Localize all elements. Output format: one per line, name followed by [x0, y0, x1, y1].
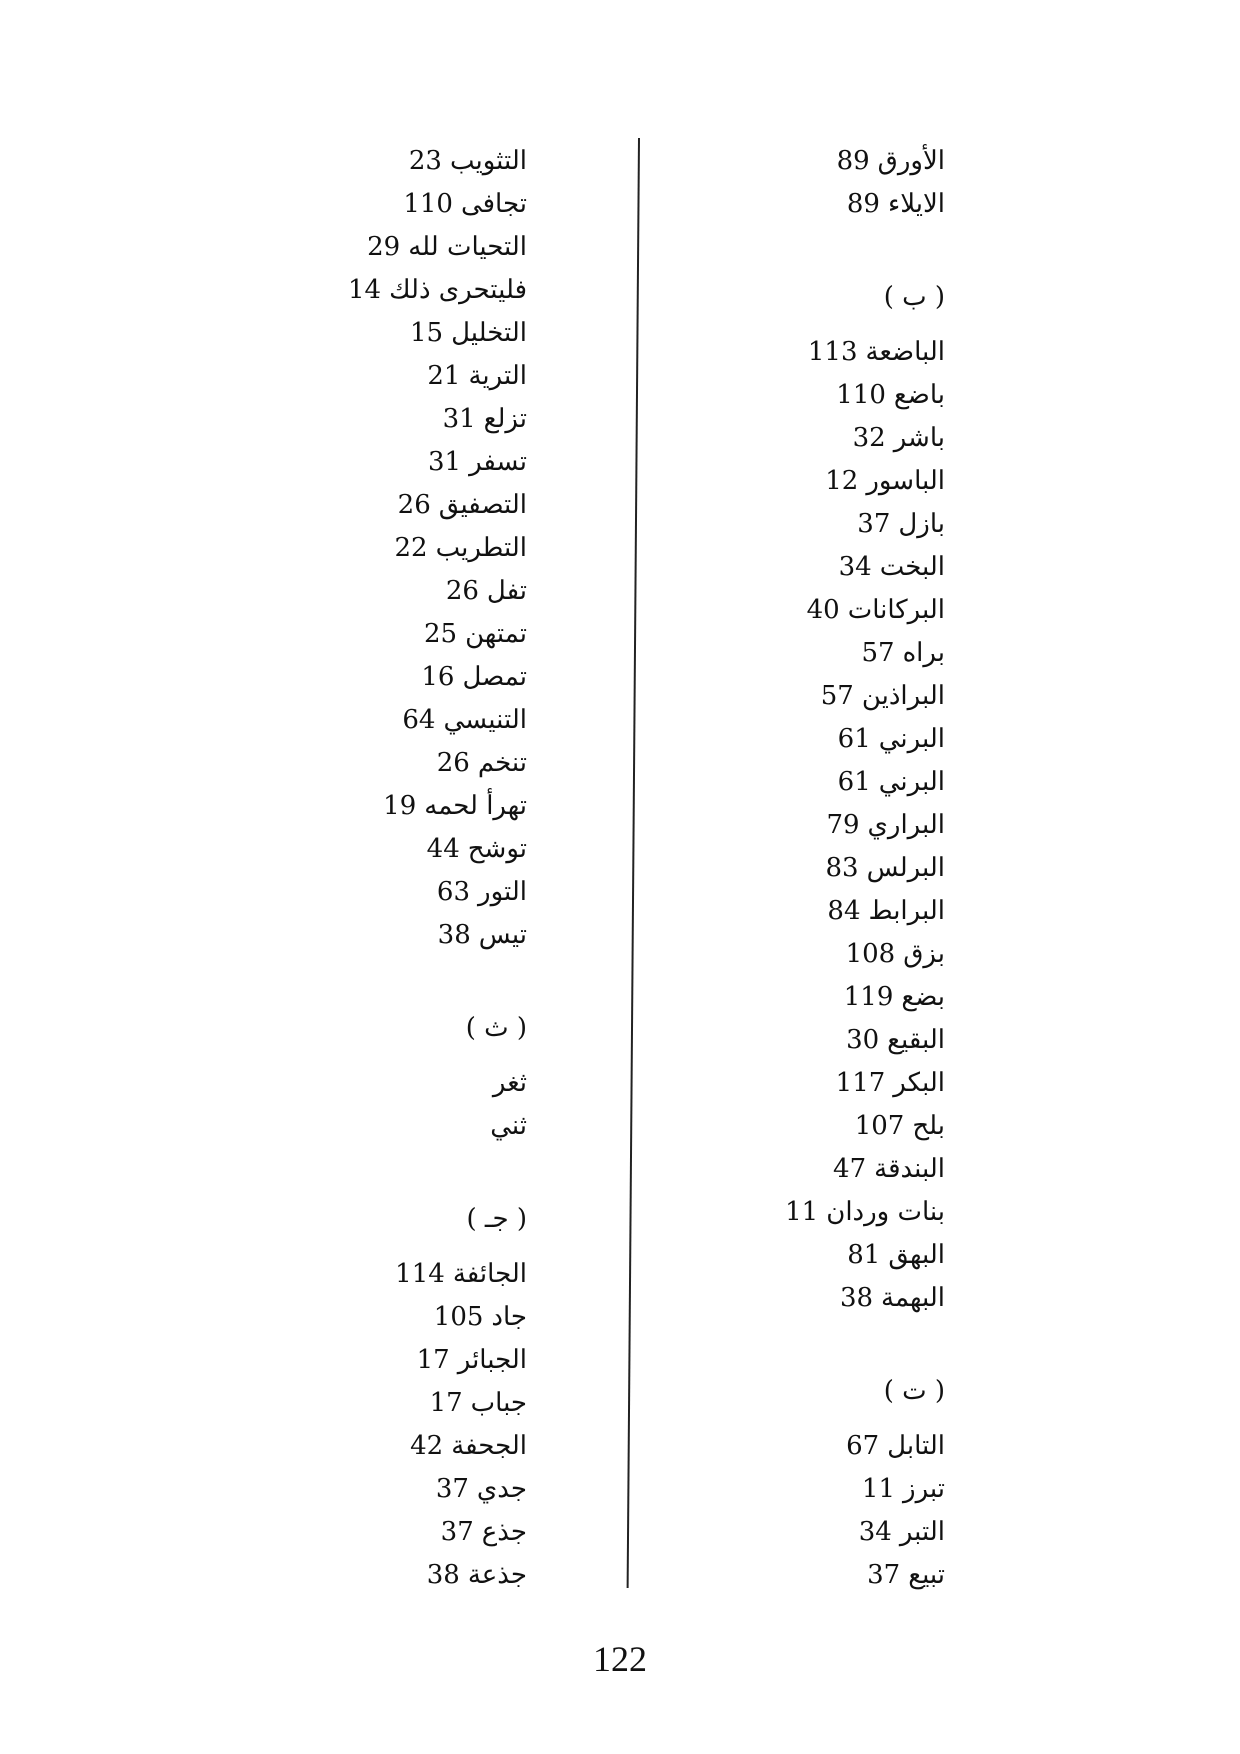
- index-entry-page: 42: [410, 1431, 444, 1461]
- section-header: ( ت ): [883, 1376, 945, 1406]
- index-entry: [645, 589, 945, 632]
- index-entry-page: 31: [427, 447, 462, 477]
- index-entry-page: 15: [409, 318, 444, 348]
- index-entry-word: تيس: [478, 920, 527, 950]
- index-entry-page: 110: [403, 189, 453, 219]
- index-entry: [645, 1105, 945, 1148]
- section-header: ( ب ): [883, 282, 945, 312]
- index-entry-word: البراذين: [861, 681, 945, 711]
- section-gap: [207, 957, 527, 1007]
- index-entry-word: الجبائر: [457, 1345, 527, 1375]
- index-entry-page: 57: [861, 638, 895, 668]
- index-entry-word: الأورق: [877, 146, 945, 176]
- index-entry: [645, 718, 945, 761]
- index-entry-word: التطريب: [435, 533, 527, 563]
- index-entry-page: 12: [825, 466, 859, 496]
- index-entry: [645, 1511, 945, 1554]
- index-entry: [645, 761, 945, 804]
- index-entry-word: تمصل: [462, 662, 527, 692]
- section-gap: [207, 1148, 527, 1198]
- index-entry: [207, 441, 527, 484]
- index-entry: [207, 527, 527, 570]
- index-entry-page: 32: [852, 423, 886, 453]
- index-entry-page: 29: [367, 232, 401, 262]
- index-entry: [645, 1191, 945, 1234]
- index-entry-page: 34: [858, 1517, 892, 1547]
- index-entry-word: تهرأ لحمه: [424, 791, 527, 821]
- index-entry: [207, 570, 527, 613]
- index-entry-page: 40: [806, 595, 840, 625]
- index-entry: [207, 484, 527, 527]
- index-column-right: [645, 140, 945, 1597]
- index-entry: [207, 1425, 527, 1468]
- index-entry-word: البكر: [893, 1068, 945, 1098]
- index-entry: [207, 398, 527, 441]
- index-entry: [645, 847, 945, 890]
- index-entry: [207, 1511, 527, 1554]
- index-entry-word: باضع: [893, 380, 945, 410]
- index-entry: [645, 1234, 945, 1277]
- index-entry-page: 37: [867, 1560, 901, 1590]
- index-entry-page: 110: [836, 380, 886, 410]
- index-entry-page: 83: [825, 853, 859, 883]
- index-entry: [207, 1105, 527, 1148]
- index-entry: [645, 1062, 945, 1105]
- index-entry: [207, 1253, 527, 1296]
- index-entry-word: الترية: [468, 361, 527, 391]
- index-entry-word: الباضعة: [865, 337, 945, 367]
- index-entry-word: بضع: [901, 982, 945, 1012]
- index-entry: [207, 1382, 527, 1425]
- index-entry-word: التبر: [899, 1517, 945, 1547]
- index-entry: [207, 613, 527, 656]
- index-entry-word: باشر: [893, 423, 945, 453]
- index-entry-word: جاد: [491, 1302, 527, 1332]
- index-entry-page: 26: [397, 490, 431, 520]
- index-entry-word: جدي: [476, 1474, 527, 1504]
- index-entry-word: البهق: [888, 1240, 945, 1270]
- index-entry: [645, 1148, 945, 1191]
- index-entry-page: 84: [827, 896, 861, 926]
- index-entry: [645, 460, 945, 503]
- index-entry-word: بازل: [898, 509, 945, 539]
- index-entry: [645, 140, 945, 183]
- index-entry: [207, 1296, 527, 1339]
- index-entry-word: التصفيق: [438, 490, 527, 520]
- index-entry: [207, 699, 527, 742]
- index-entry: [207, 742, 527, 785]
- index-entry-page: 17: [416, 1345, 450, 1375]
- index-entry: [207, 1062, 527, 1105]
- index-entry-word: تزلع: [483, 404, 527, 434]
- section-header: ( جـ ): [466, 1204, 527, 1234]
- index-entry: [645, 331, 945, 374]
- index-entry: [207, 312, 527, 355]
- index-entry-page: 89: [836, 146, 870, 176]
- index-entry-page: 19: [383, 791, 417, 821]
- index-entry-word: البرابط: [868, 896, 945, 926]
- index-entry: [645, 503, 945, 546]
- index-entry-word: البخت: [879, 552, 945, 582]
- index-entry: [645, 976, 945, 1019]
- index-entry-page: 21: [427, 361, 461, 391]
- index-entry: [645, 632, 945, 675]
- index-entry: [645, 1277, 945, 1320]
- index-entry-word: البركانات: [847, 595, 945, 625]
- index-entry-word: البرلس: [866, 853, 945, 883]
- index-entry: [207, 914, 527, 957]
- index-entry-word: جباب: [470, 1388, 527, 1418]
- index-entry: [645, 1425, 945, 1468]
- index-entry-page: 81: [847, 1240, 881, 1270]
- index-entry-word: تمتهن: [465, 619, 527, 649]
- index-entry-word: التنيسي: [443, 705, 527, 735]
- page-number: 122: [593, 1639, 647, 1679]
- index-entry-page: 38: [839, 1283, 874, 1313]
- section-header: ( ث ): [465, 1013, 527, 1043]
- index-entry-page: 117: [835, 1068, 886, 1098]
- index-entry: [645, 1468, 945, 1511]
- index-entry-page: 79: [826, 810, 860, 840]
- index-entry: [207, 1339, 527, 1382]
- section-gap: [645, 1320, 945, 1370]
- index-entry-page: 61: [837, 767, 871, 797]
- index-entry-word: البهمة: [881, 1283, 945, 1313]
- index-entry-page: 108: [845, 939, 896, 969]
- index-entry: [645, 183, 945, 226]
- index-entry-word: التابل: [887, 1431, 945, 1461]
- index-entry-word: جذع: [481, 1517, 527, 1547]
- index-entry-word: تبيع: [908, 1560, 945, 1590]
- index-entry-word: الايلاء: [887, 189, 945, 219]
- index-entry-page: 44: [426, 834, 460, 864]
- index-entry-word: تبرز: [903, 1474, 945, 1504]
- index-entry-word: التحيات لله: [408, 232, 527, 262]
- index-entry: [207, 183, 527, 226]
- index-entry: [207, 656, 527, 699]
- index-entry-word: فليتحرى ذلك: [389, 275, 527, 305]
- index-entry-word: ثغر: [492, 1068, 527, 1098]
- index-entry-page: 30: [846, 1025, 880, 1055]
- index-entry-word: توشح: [467, 834, 527, 864]
- index-entry-page: 23: [408, 146, 442, 176]
- index-entry: [645, 890, 945, 933]
- index-entry-word: بنات وردان: [826, 1197, 945, 1227]
- index-entry: [207, 1554, 527, 1597]
- index-entry-word: الباسور: [866, 466, 945, 496]
- index-entry-page: 26: [436, 748, 470, 778]
- index-entry-page: 26: [445, 576, 479, 606]
- index-entry-word: البقيع: [887, 1025, 945, 1055]
- index-entry: [645, 417, 945, 460]
- index-entry: [207, 355, 527, 398]
- index-entry-word: البندقة: [874, 1154, 945, 1184]
- index-entry-page: 34: [838, 552, 872, 582]
- index-entry-page: 105: [433, 1302, 484, 1332]
- column-divider: [627, 138, 640, 1588]
- index-entry-page: 63: [436, 877, 471, 907]
- index-entry-word: التثويب: [449, 146, 527, 176]
- index-entry-page: 64: [402, 705, 436, 735]
- index-entry: [645, 546, 945, 589]
- index-entry-page: 14: [348, 275, 382, 305]
- index-entry: [207, 1468, 527, 1511]
- index-entry-page: 107: [854, 1111, 905, 1141]
- index-entry: [645, 374, 945, 417]
- index-entry-page: 119: [843, 982, 894, 1012]
- index-entry-word: بزق: [903, 939, 945, 969]
- index-entry-page: 89: [846, 189, 880, 219]
- index-entry-page: 47: [833, 1154, 867, 1184]
- index-entry-word: البرني: [878, 767, 945, 797]
- index-entry-page: 16: [421, 662, 455, 692]
- index-entry-page: 11: [785, 1197, 819, 1227]
- index-entry-word: تجافى: [460, 189, 527, 219]
- index-entry: [645, 1019, 945, 1062]
- index-entry-word: براه: [902, 638, 945, 668]
- index-entry-page: 38: [426, 1560, 460, 1590]
- index-entry: [207, 269, 527, 312]
- index-entry-word: البرني: [878, 724, 945, 754]
- index-entry-page: 67: [846, 1431, 880, 1461]
- index-entry-page: 37: [435, 1474, 469, 1504]
- index-entry: [645, 933, 945, 976]
- index-entry-word: التخليل: [451, 318, 527, 348]
- index-entry: [645, 804, 945, 847]
- index-entry-page: 22: [394, 533, 428, 563]
- index-entry-word: الجائفة: [452, 1259, 527, 1289]
- index-entry-word: جذعة: [467, 1560, 527, 1590]
- index-entry-word: تنخم: [477, 748, 527, 778]
- index-entry-page: 57: [820, 681, 854, 711]
- index-entry: [207, 871, 527, 914]
- index-entry-word: ثني: [490, 1111, 527, 1141]
- index-entry: [207, 140, 527, 183]
- index-entry-page: 37: [440, 1517, 474, 1547]
- section-gap: [645, 226, 945, 276]
- index-entry: [645, 1554, 945, 1597]
- index-entry-word: البراري: [867, 810, 945, 840]
- index-entry-page: 114: [395, 1259, 445, 1289]
- index-entry-page: 113: [807, 337, 858, 367]
- index-entry-page: 37: [857, 509, 891, 539]
- index-entry-page: 38: [437, 920, 471, 950]
- index-entry-page: 25: [424, 619, 458, 649]
- index-entry: [207, 785, 527, 828]
- index-entry-page: 61: [837, 724, 871, 754]
- index-entry-word: التور: [478, 877, 527, 907]
- index-entry-page: 11: [861, 1474, 896, 1504]
- index-entry-word: تسفر: [469, 447, 527, 477]
- index-entry-word: بلح: [912, 1111, 945, 1141]
- index-column-left: [207, 140, 527, 1597]
- index-entry: [207, 226, 527, 269]
- index-entry-word: تفل: [486, 576, 527, 606]
- index-entry-page: 31: [442, 404, 476, 434]
- index-entry: [207, 828, 527, 871]
- index-entry: [645, 675, 945, 718]
- index-entry-word: الجحفة: [451, 1431, 527, 1461]
- index-entry-page: 17: [429, 1388, 463, 1418]
